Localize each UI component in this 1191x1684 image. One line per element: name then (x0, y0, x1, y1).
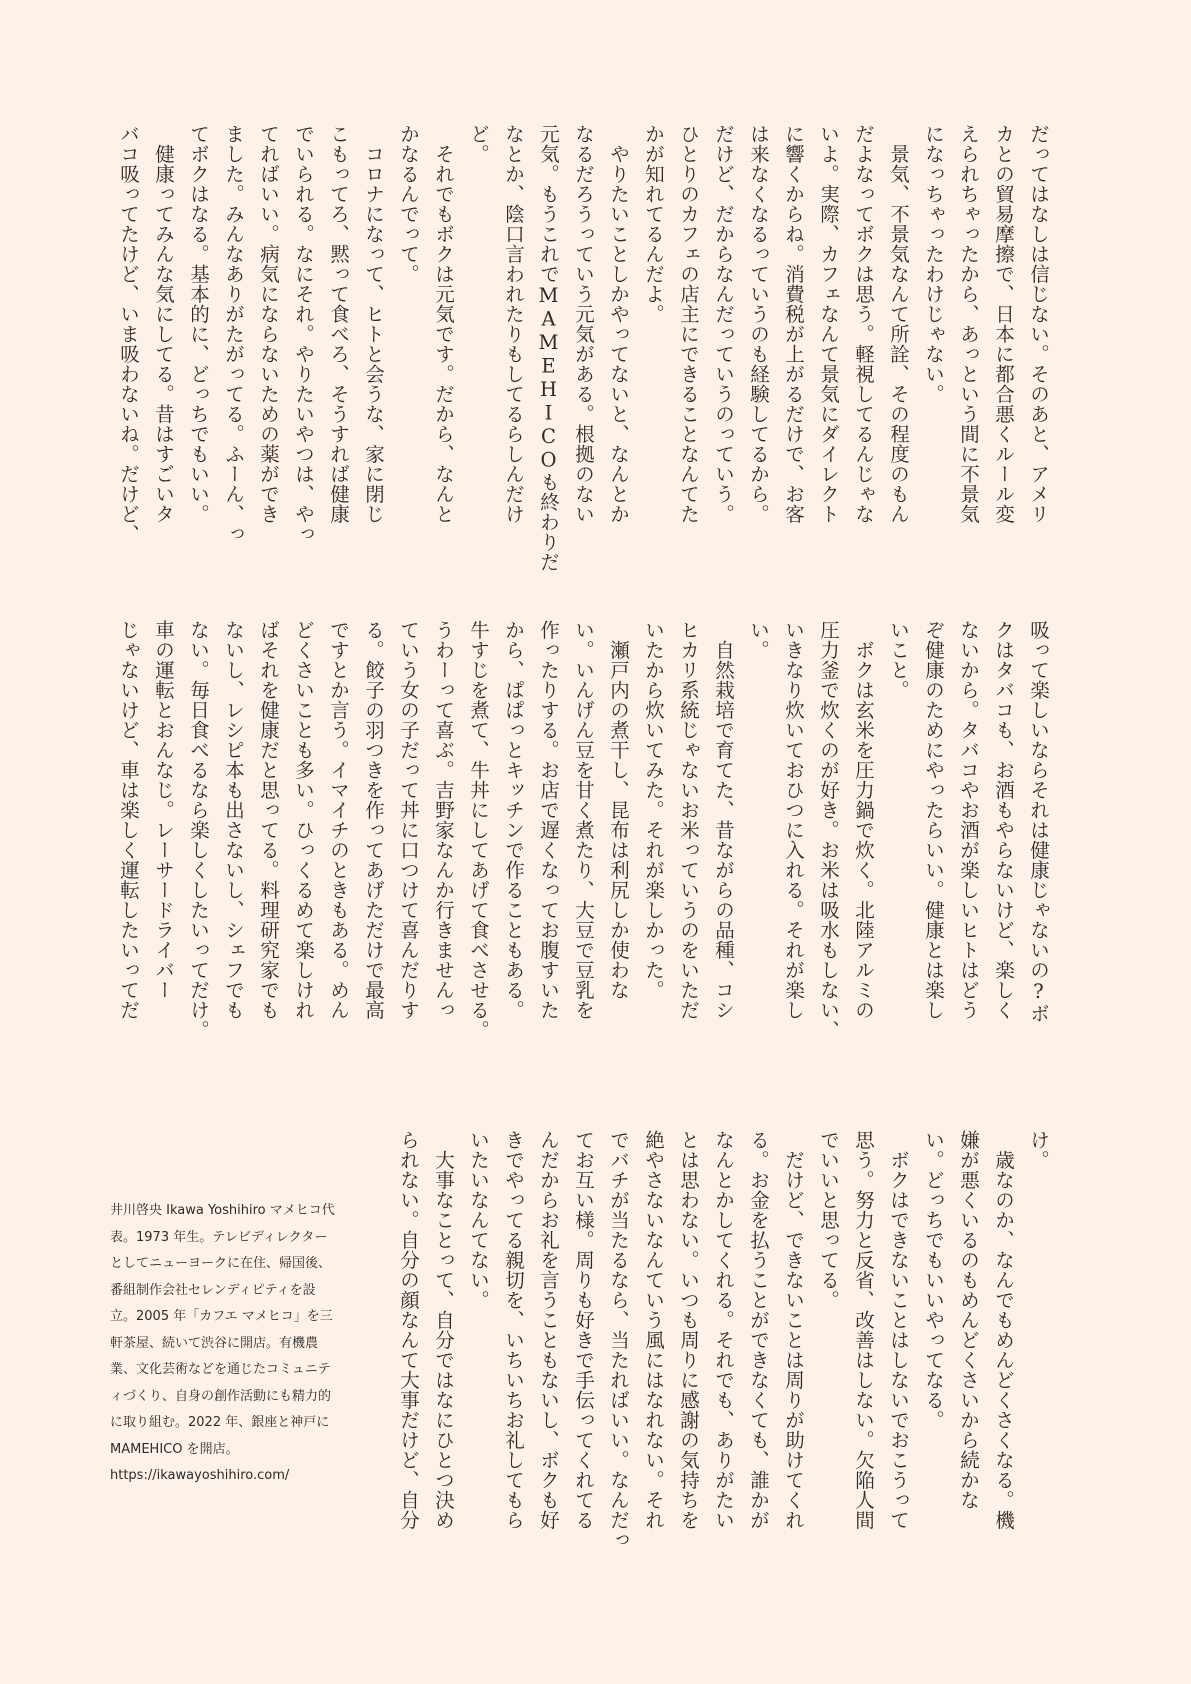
text-column: い。どっちでもいいやってなる。 (922, 1130, 945, 1430)
text-column: なとか、陰口言われたりもしてるらしんだけ (502, 124, 525, 524)
text-column: 吸って楽しいならそれは健康じゃないの?ボ (1027, 620, 1050, 1024)
text-column: ない。毎日食べるなら楽しくしたいってだけ。 (187, 620, 210, 1040)
text-column: いきなり炊いておひつに入れる。それが楽し (782, 620, 805, 1020)
text-column: ばそれを健康だと思ってる。料理研究家でも (257, 620, 280, 1020)
text-column: 元気。もうこれでMAMEHICOも終わりだ (537, 124, 560, 572)
text-column: それでもボクは元気です。だから、なんと (432, 124, 455, 524)
text-column: ていう女の子だって丼に口つけて喜んだりす (397, 620, 420, 1020)
text-column: 景気、不景気なんて所詮、その程度のもん (887, 124, 910, 524)
text-column: ですとか言う。イマイチのときもある。めん (327, 620, 350, 1020)
text-column: 嫌が悪くいるのもめんどくさいから続かな (957, 1130, 980, 1510)
text-column: きでやってる親切を、いちいちお礼してもら (502, 1130, 525, 1530)
text-column: いよ。実際、カフェなんて景気にダイレクト (817, 124, 840, 524)
text-column: でバチが当たるなら、当たればいい。なんだっ (607, 1130, 630, 1550)
text-column: ボクはできないことはしないでおこうって (887, 1130, 910, 1530)
text-column: だよなってボクは思う。軽視してるんじゃな (852, 124, 875, 524)
text-column: とは思わない。いつも周りに感謝の気持ちを (677, 1130, 700, 1530)
text-column: かなるんでって。 (397, 124, 420, 284)
text-column: ないし、レシピ本も出さないし、シェフでも (222, 620, 245, 1020)
text-column: でいられる。なにそれ。やりたいやつは、やっ (292, 124, 315, 544)
text-column: ど。 (467, 124, 490, 164)
text-column: てればいい。病気にならないための薬ができ (257, 124, 280, 524)
text-column: ヒカリ系統じゃないお米っていうのをいただ (677, 620, 700, 1020)
text-column: こもってろ、黙って食べろ、そうすれば健康 (327, 124, 350, 524)
text-column: だけど、だからなんだっていうのっていう。 (712, 124, 735, 524)
text-column: ました。みんなありがたがってる。ふーん、っ (222, 124, 245, 544)
text-column: だってはなしは信じない。そのあと、アメリ (1027, 124, 1050, 524)
text-column: ひとりのカフェの店主にできることなんてた (677, 124, 700, 524)
text-column: 大事なことって、自分ではなにひとつ決め (432, 1130, 455, 1530)
text-column: る。餃子の羽つきを作ってあげただけで最高 (362, 620, 385, 1020)
text-column: んだからお礼を言うこともないし、ボクも好 (537, 1130, 560, 1530)
text-column: カとの貿易摩擦で、日本に都合悪くルール変 (992, 124, 1015, 524)
text-column: 牛すじを煮て、牛丼にしてあげて食べさせる。 (467, 620, 490, 1040)
text-column: いたいなんてない。 (467, 1130, 490, 1310)
text-column: ないから。タバコやお酒が楽しいヒトはどう (957, 620, 980, 1020)
author-bio: 井川啓央 Ikawa Yoshihiro マメヒコ代表。1973 年生。テレビディレクターとしてニューヨークに在住、帰国後、番組制作会社セレンディピティを設立。2005 年「カフエ マメヒコ」を三軒茶屋、続いて渋谷に開店。有機農業、文化芸術などを通じたコミュニティづくり、自身の創作活動にも精力的に取り組む。2022 年、銀座と神戸にMAMEHICO を開店。 https://ikawayoshihiro.com/ (110, 1203, 335, 1483)
text-column: バコ吸ってたけど、いま吸わないね。だけど、 (117, 124, 140, 544)
text-column: てお互い様。周りも好きで手伝ってくれてる (572, 1130, 595, 1530)
text-column: い。いんげん豆を甘く煮たり、大豆で豆乳を (572, 620, 595, 1020)
text-column: になっちゃったわけじゃない。 (922, 124, 945, 404)
text-column: る。お金を払うことができなくても、誰かが (747, 1130, 770, 1530)
text-column: えられちゃったから、あっという間に不景気 (957, 124, 980, 524)
text-column: うわーって喜ぶ。吉野家なんか行きませんっ (432, 620, 455, 1020)
text-column: どくさいことも多い。ひっくるめて楽しけれ (292, 620, 315, 1020)
text-column: 絶やさないなんていう風にはなれない。それ (642, 1130, 665, 1530)
text-column: け。 (1027, 1130, 1050, 1170)
text-column: 圧力釜で炊くのが好き。お米は吸水もしない、 (817, 620, 840, 1040)
text-column: は来なくなるっていうのも経験してるから。 (747, 124, 770, 524)
text-column: 自然栽培で育てた、昔ながらの品種、コシ (712, 620, 735, 1020)
text-column: から、ぱぱっとキッチンで作ることもある。 (502, 620, 525, 1020)
text-column: られない。自分の顔なんて大事だけど、自分 (397, 1130, 420, 1530)
text-column: いたから炊いてみた。それが楽しかった。 (642, 620, 665, 1000)
text-column: かが知れてるんだよ。 (642, 124, 665, 324)
text-column: コロナになって、ヒトと会うな、家に閉じ (362, 124, 385, 524)
text-column: なんとかしてくれる。それでも、ありがたい (712, 1130, 735, 1530)
text-column: 作ったりする。お店で遅くなってお腹すいた (537, 620, 560, 1020)
text-column: に響くからね。消費税が上がるだけで、お客 (782, 124, 805, 524)
text-column: だけど、できないことは周りが助けてくれ (782, 1130, 805, 1530)
text-column: てボクはなる。基本的に、どっちでもいい。 (187, 124, 210, 524)
article-text-top (117, 124, 1056, 594)
article-text-middle (117, 620, 1056, 1150)
text-column: じゃないけど、車は楽しく運転したいってだ (117, 620, 140, 1020)
text-column: クはタバコも、お酒もやらないけど、楽しく (992, 620, 1015, 1020)
text-column: 思う。努力と反省、改善はしない。欠陥人間 (852, 1130, 875, 1530)
text-column: ボクは玄米を圧力鍋で炊く。北陸アルミの (852, 620, 875, 1020)
text-column: いこと。 (887, 620, 910, 700)
text-column: でいいと思ってる。 (817, 1130, 840, 1310)
article-text-bottom (397, 1130, 1056, 1600)
text-column: ぞ健康のためにやったらいい。健康とは楽し (922, 620, 945, 1020)
text-column: 歳なのか、なんでもめんどくさくなる。機 (992, 1130, 1015, 1530)
text-column: 健康ってみんな気にしてる。昔はすごいタ (152, 124, 175, 524)
text-column: やりたいことしかやってないと、なんとか (607, 124, 630, 524)
text-column: 車の運転とおんなじ。レーサードライバー (152, 620, 175, 1000)
text-column: い。 (747, 620, 770, 660)
text-column: 瀬戸内の煮干し、昆布は利尻しか使わな (607, 620, 630, 1000)
text-column: なるだろうっていう元気がある。根拠のない (572, 124, 595, 524)
